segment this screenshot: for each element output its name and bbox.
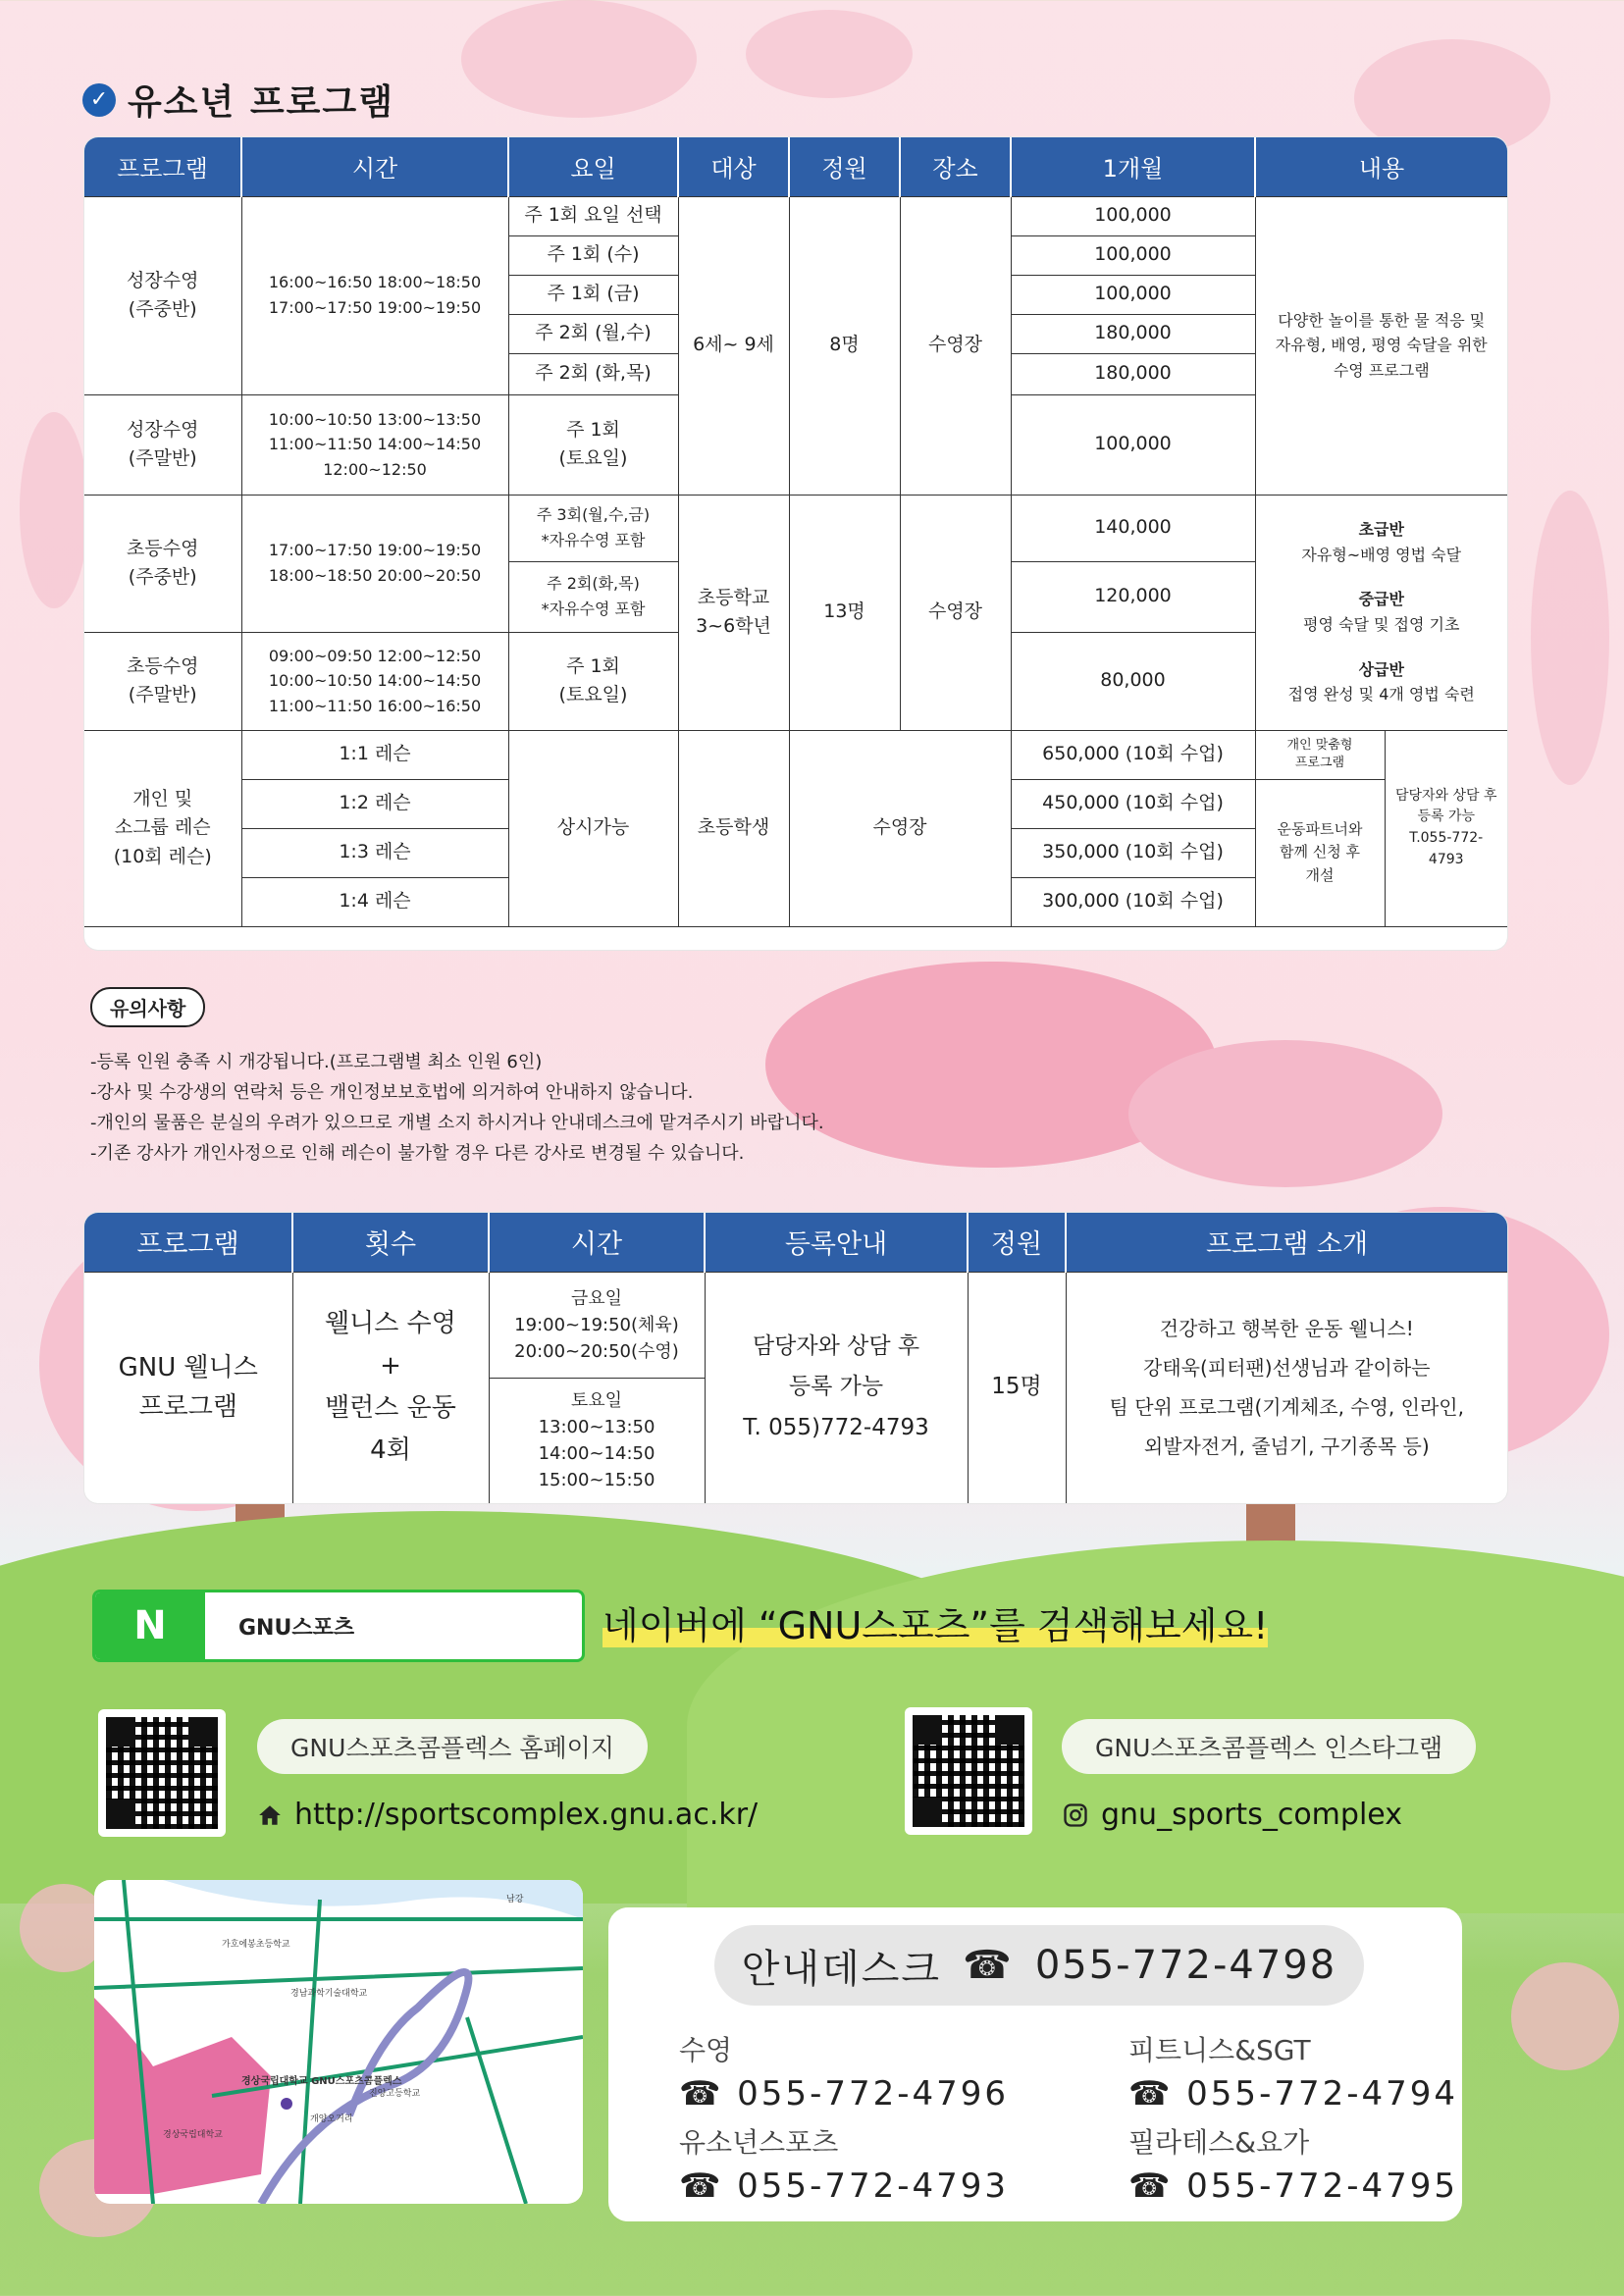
price-cell: 100,000	[1011, 394, 1255, 495]
header-cell: 장소	[900, 137, 1011, 196]
note-cell: 개인 맞춤형 프로그램	[1255, 730, 1385, 779]
section-title	[82, 75, 394, 125]
price-cell: 650,000 (10회 수업)	[1011, 730, 1255, 779]
homepage-qr-code	[98, 1709, 226, 1837]
capacity-cell: 8명	[789, 196, 900, 495]
header-cell: 내용	[1255, 137, 1507, 196]
header-cell: 등록안내	[705, 1213, 968, 1272]
days-cell: 주 2회 (화,목)	[508, 353, 678, 394]
time-cell: 17:00~17:50 19:00~19:50 18:00~18:50 20:00~20:50	[241, 495, 508, 632]
price-cell: 180,000	[1011, 353, 1255, 394]
header-cell: 프로그램	[84, 137, 241, 196]
header-cell: 요일	[508, 137, 678, 196]
program-name: 초등수영 (주중반)	[84, 495, 241, 632]
home-icon	[257, 1802, 283, 1828]
naver-search-box[interactable]	[92, 1590, 585, 1662]
contact-item	[679, 2121, 1009, 2206]
contact-item	[1128, 2029, 1458, 2113]
header-cell: 대상	[678, 137, 789, 196]
level-name: 상급반	[1358, 659, 1404, 679]
header-cell: 정원	[968, 1213, 1066, 1272]
note-cell: 담당자와 상담 후 등록 가능 T.055-772- 4793	[1385, 730, 1507, 926]
location-map	[94, 1880, 583, 2204]
time-cell: 09:00~09:50 12:00~12:50 10:00~10:50 14:00~14:50 11:00~11:50 16:00~16:50	[241, 632, 508, 730]
instagram-qr-code	[905, 1707, 1032, 1835]
list-item: -등록 인원 충족 시 개강됩니다.(프로그램별 최소 인원 6인)	[90, 1052, 543, 1072]
price-cell: 140,000	[1011, 495, 1255, 561]
phone-number: 055-772-4795	[1186, 2166, 1459, 2206]
place-cell: 수영장	[900, 495, 1011, 730]
homepage-label: GNU스포츠콤플렉스 홈페이지	[257, 1719, 648, 1774]
program-name: 성장수영 (주중반)	[84, 196, 241, 394]
target-cell: 초등학교 3~6학년	[678, 495, 789, 730]
days-cell: 주 2회 (월,수)	[508, 314, 678, 353]
homepage-link[interactable]	[257, 1798, 758, 1832]
levels-cell	[1255, 495, 1507, 730]
check-icon: ✓	[82, 83, 116, 117]
header-cell: 횟수	[292, 1213, 489, 1272]
level-name: 중급반	[1358, 590, 1404, 609]
list-item: -개인의 물품은 분실의 우려가 있으므로 개별 소지 하시거나 안내데스크에 맡겨주시기 바랍니다.	[90, 1113, 824, 1133]
header-cell: 프로그램	[84, 1213, 292, 1272]
notice-badge: 유의사항	[90, 987, 205, 1027]
table-header-row	[84, 137, 1507, 196]
header-cell: 정원	[789, 137, 900, 196]
map-label-tech-univ: 경남과학기술대학교	[290, 1989, 368, 1999]
map-label-school: 진양고등학교	[369, 2089, 421, 2099]
lesson-cell: 1:3 레슨	[241, 828, 508, 877]
capacity-cell: 15명	[968, 1272, 1066, 1503]
price-cell: 100,000	[1011, 196, 1255, 235]
info-desk-label: 안내데스크	[741, 1946, 941, 1992]
contact-item	[1128, 2121, 1458, 2206]
location-pin-icon	[281, 2098, 292, 2110]
notice-section	[90, 987, 824, 1169]
place-cell: 수영장	[900, 196, 1011, 495]
days-cell: 주 1회 요일 선택	[508, 196, 678, 235]
program-name: 개인 및 소그룹 레슨 (10회 레슨)	[84, 730, 241, 926]
days-cell: 주 1회 (수)	[508, 235, 678, 275]
contact-label: 피트니스&SGT	[1128, 2034, 1311, 2066]
info-desk-phone[interactable]: 055-772-4798	[1034, 1943, 1337, 1988]
contact-label: 수영	[679, 2034, 733, 2066]
content-cell: 다양한 놀이를 통한 물 적응 및 자유형, 배영, 평영 숙달을 위한 수영 프로그램	[1255, 196, 1507, 495]
phone-number: 055-772-4796	[737, 2074, 1010, 2113]
time-cell: 10:00~10:50 13:00~13:50 11:00~11:50 14:00~14:50 12:00~12:50	[241, 394, 508, 495]
time-cell: 금요일 19:00~19:50(체육) 20:00~20:50(수영)	[489, 1272, 705, 1378]
instagram-label: GNU스포츠콤플렉스 인스타그램	[1062, 1719, 1476, 1774]
days-cell: 주 2회(화,목) *자유수영 포함	[508, 561, 678, 632]
youth-program-table-card	[84, 137, 1507, 950]
instagram-id: gnu_sports_complex	[1101, 1798, 1402, 1832]
level-name: 초급반	[1358, 520, 1404, 540]
table-row	[84, 196, 1507, 235]
notice-list	[90, 1047, 824, 1169]
lesson-cell: 1:4 레슨	[241, 877, 508, 926]
phone-icon: ☎	[679, 2166, 738, 2206]
phone-icon: ☎	[679, 2074, 738, 2113]
highway-line	[261, 1972, 468, 2204]
price-cell: 80,000	[1011, 632, 1255, 730]
contact-panel	[608, 1907, 1462, 2221]
map-label-complex: 경상국립대학교 GNU스포츠콤플렉스	[241, 2076, 402, 2087]
phone-icon: ☎	[963, 1943, 1014, 1988]
target-cell: 6세~ 9세	[678, 196, 789, 495]
list-item: -강사 및 수강생의 연락처 등은 개인정보보호법에 의거하여 안내하지 않습니다.	[90, 1082, 694, 1103]
lesson-cell: 1:2 레슨	[241, 779, 508, 828]
price-cell: 180,000	[1011, 314, 1255, 353]
table-row	[84, 1272, 1507, 1378]
campus-area	[94, 1998, 271, 2194]
map-label-crossroad: 개양오거리	[310, 2114, 353, 2124]
wellness-program-table-card	[84, 1213, 1507, 1503]
qr-icon	[913, 1715, 1024, 1827]
price-cell: 450,000 (10회 수업)	[1011, 779, 1255, 828]
map-label-university: 경상국립대학교	[163, 2130, 223, 2140]
contact-label: 필라테스&요가	[1128, 2126, 1310, 2159]
contact-phone[interactable]	[1128, 2074, 1458, 2113]
price-cell: 100,000	[1011, 235, 1255, 275]
page-title: 유소년 프로그램	[128, 82, 394, 123]
qr-icon	[106, 1717, 218, 1829]
contact-label: 유소년스포츠	[679, 2126, 839, 2159]
intro-cell: 건강하고 행복한 운동 웰니스! 강태욱(피터팬)선생님과 같이하는 팀 단위 프로그램(기계체조, 수영, 인라인, 외발자전거, 줄넘기, 구기종목 등)	[1066, 1272, 1507, 1503]
header-cell: 1개월	[1011, 137, 1255, 196]
register-cell: 담당자와 상담 후 등록 가능 T. 055)772-4793	[705, 1272, 968, 1503]
level-desc: 자유형~배영 영법 숙달	[1301, 545, 1462, 564]
instagram-link[interactable]	[1062, 1798, 1402, 1832]
price-cell: 350,000 (10회 수업)	[1011, 828, 1255, 877]
contact-phone[interactable]	[679, 2166, 1009, 2206]
days-cell: 주 1회 (토요일)	[508, 394, 678, 495]
days-cell: 주 3회(월,수,금) *자유수영 포함	[508, 495, 678, 561]
instagram-icon	[1062, 1801, 1089, 1829]
price-cell: 120,000	[1011, 561, 1255, 632]
place-cell: 수영장	[789, 730, 1011, 926]
table-header-row	[84, 1213, 1507, 1272]
note-cell: 운동파트너와 함께 신청 후 개설	[1255, 779, 1385, 926]
price-cell: 100,000	[1011, 275, 1255, 314]
naver-search-query: GNU스포츠	[238, 1615, 355, 1641]
lesson-cell: 1:1 레슨	[241, 730, 508, 779]
days-cell: 주 1회 (토요일)	[508, 632, 678, 730]
map-drawing	[94, 1880, 583, 2204]
target-cell: 초등학생	[678, 730, 789, 926]
homepage-url: http://sportscomplex.gnu.ac.kr/	[294, 1798, 759, 1832]
map-label-elementary: 가호에봉초등학교	[222, 1940, 290, 1950]
time-cell: 토요일 13:00~13:50 14:00~14:50 15:00~15:50	[489, 1378, 705, 1503]
list-item: -기존 강사가 개인사정으로 인해 레슨이 불가할 경우 다른 강사로 변경될 수 있습니다.	[90, 1143, 745, 1164]
contact-phone[interactable]	[679, 2074, 1009, 2113]
phone-icon: ☎	[1128, 2074, 1187, 2113]
price-cell: 300,000 (10회 수업)	[1011, 877, 1255, 926]
contact-phone[interactable]	[1128, 2166, 1458, 2206]
wellness-program-table	[84, 1213, 1507, 1503]
phone-number: 055-772-4794	[1186, 2074, 1459, 2113]
count-cell: 웰니스 수영 + 밸런스 운동 4회	[292, 1272, 489, 1503]
info-desk	[714, 1925, 1364, 2006]
naver-logo-icon: N	[95, 1592, 205, 1659]
phone-number: 055-772-4793	[737, 2166, 1010, 2206]
header-cell: 시간	[241, 137, 508, 196]
program-name: 성장수영 (주말반)	[84, 394, 241, 495]
phone-icon: ☎	[1128, 2166, 1187, 2206]
days-cell: 상시가능	[508, 730, 678, 926]
naver-search-message	[602, 1595, 1268, 1649]
header-cell: 시간	[489, 1213, 705, 1272]
program-name: GNU 웰니스 프로그램	[84, 1272, 292, 1503]
map-label-river: 남강	[506, 1895, 524, 1905]
header-cell: 프로그램 소개	[1066, 1213, 1507, 1272]
contact-item	[679, 2029, 1009, 2113]
table-row	[84, 495, 1507, 561]
table-row	[84, 730, 1507, 779]
time-cell: 16:00~16:50 18:00~18:50 17:00~17:50 19:00~19:50	[241, 196, 508, 394]
level-desc: 평영 숙달 및 접영 기초	[1303, 615, 1460, 634]
youth-program-table	[84, 137, 1507, 927]
capacity-cell: 13명	[789, 495, 900, 730]
days-cell: 주 1회 (금)	[508, 275, 678, 314]
level-desc: 접영 완성 및 4개 영법 숙련	[1287, 685, 1475, 704]
program-name: 초등수영 (주말반)	[84, 632, 241, 730]
naver-message-text: 네이버에 “GNU스포츠”를 검색해보세요!	[602, 1604, 1269, 1647]
